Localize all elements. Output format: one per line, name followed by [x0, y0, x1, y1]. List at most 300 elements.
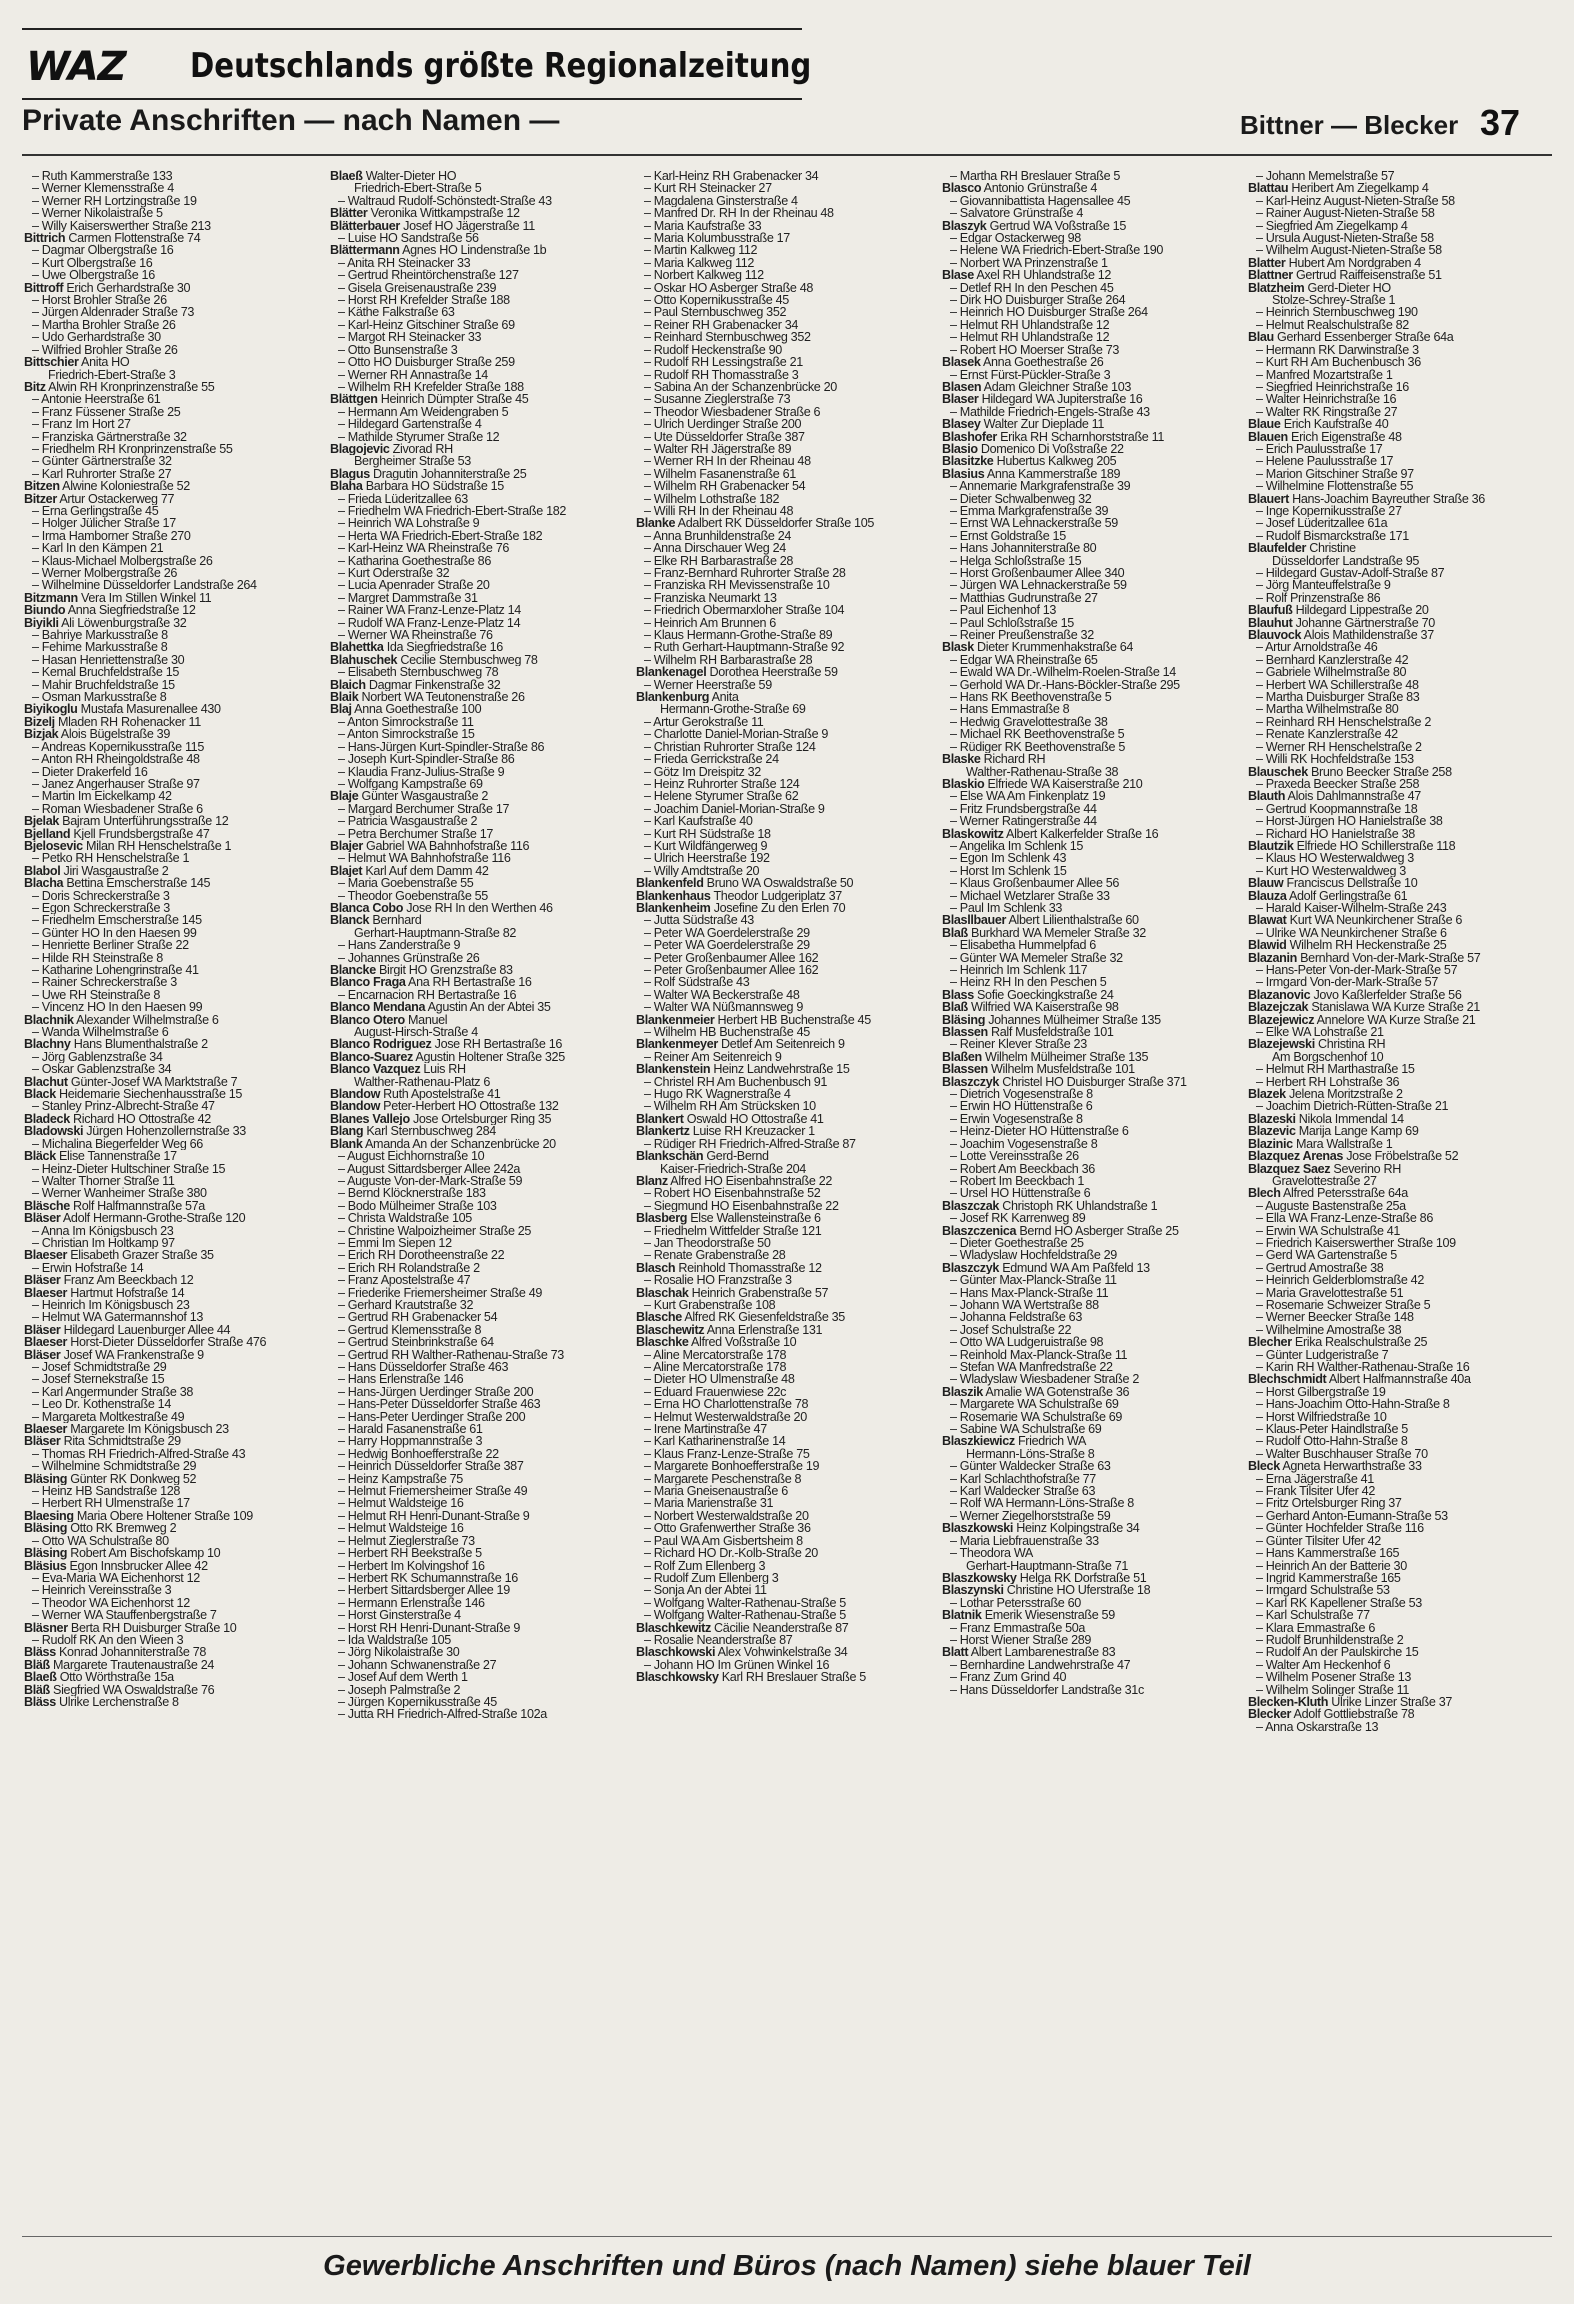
listing-entry: – Paul Schloßstraße 15 — [950, 616, 1074, 630]
listing-entry: – Erwin Hofstraße 14 — [32, 1261, 144, 1275]
listing-entry-surname — [636, 877, 932, 889]
entry-text: Elise Tannenstraße 17 — [55, 1150, 177, 1163]
listing-entry: – Werner WA Rheinstraße 76 — [338, 629, 493, 642]
surname: Blasey — [942, 418, 981, 431]
listing-entry: Bergheimer Straße 53 — [354, 455, 471, 468]
surname: Bitz — [24, 380, 46, 394]
listing-entry: – Else WA Am Finkenplatz 19 — [950, 790, 1106, 803]
listing-entry: – Karl-Heinz WA Rheinstraße 76 — [338, 542, 510, 555]
listing-entry: – Klaus Franz-Lenze-Straße 75 — [644, 1447, 810, 1461]
surname: Bleck — [1248, 1460, 1280, 1473]
listing-entry: – Otto Grafenwerther Straße 36 — [644, 1522, 811, 1535]
listing-entry-surname — [636, 1113, 932, 1125]
listing-entry: Am Borgschenhof 10 — [1272, 1050, 1384, 1064]
listing-entry: – Wilhelm Solinger Straße 11 — [1256, 1683, 1410, 1696]
listing-entry: – Dieter Schwalbenweg 32 — [950, 492, 1092, 505]
listing-entry: – Karl Kaufstraße 40 — [644, 815, 753, 828]
listing-entry: – Edgar WA Rheinstraße 65 — [950, 653, 1098, 667]
surname: Bläsing — [24, 1522, 68, 1535]
listing-entry: August-Hirsch-Straße 4 — [354, 1026, 478, 1039]
listing-entry: – Hans-Jürgen Kurt-Spindler-Straße 86 — [338, 740, 545, 754]
listing-entry-surname — [330, 443, 626, 455]
listing-entry: – Paul Eichenhof 13 — [950, 604, 1057, 617]
listing-entry: – Auguste Bastenstraße 25a — [1256, 1199, 1406, 1213]
listing-entry: – Harry Hoppmannstraße 3 — [338, 1435, 483, 1448]
listing-entry: – Helmut Friemersheimer Straße 49 — [338, 1485, 528, 1498]
surname: Blauza — [1248, 889, 1287, 902]
entry-text: Heribert Am Ziegelkamp 4 — [1288, 182, 1429, 195]
listing-entry: – Johann Schwanenstraße 27 — [338, 1658, 497, 1672]
entry-text: Detlef Am Seitenreich 9 — [717, 1038, 845, 1051]
listing-entry-surname — [24, 493, 320, 505]
listing-entry: – Elke WA Lohstraße 21 — [1256, 1026, 1384, 1039]
listing-entry: – Wilhelm RH Am Strücksken 10 — [644, 1100, 816, 1113]
surname: Blagojevic — [330, 442, 390, 456]
surname: Blaschkowski — [636, 1646, 716, 1659]
listing-entry: – Theodor Wiesbadener Straße 6 — [644, 405, 821, 419]
listing-entry-surname — [24, 1646, 320, 1658]
listing-entry: – Götz Im Dreispitz 32 — [644, 765, 761, 778]
surname: Blashofer — [942, 430, 997, 443]
listing-entry: – Rüdiger RK Beethovenstraße 5 — [950, 740, 1126, 754]
listing-entry-surname — [1248, 629, 1544, 641]
entry-text: Berta RH Duisburger Straße 10 — [67, 1621, 237, 1634]
entry-text: Wilhelm Mülheimer Straße 135 — [981, 1050, 1149, 1064]
listing-entry: – Michalina Biegerfelder Weg 66 — [32, 1137, 203, 1151]
listing-entry: – Anita RH Steinacker 33 — [338, 256, 471, 270]
surname: Blazejewicz — [1248, 1013, 1315, 1027]
surname: Blandow — [330, 1100, 381, 1113]
listing-entry: – Anton RH Rheingoldstraße 48 — [32, 753, 200, 766]
listing-entry: – Sabina An der Schanzenbrücke 20 — [644, 380, 837, 394]
surname: Blaser — [942, 393, 979, 406]
listing-entry: – Werner Nikolaistraße 5 — [32, 207, 163, 220]
listing-entry: Walther-Rathenau-Platz 6 — [354, 1075, 491, 1089]
surname: Blazevic — [1248, 1125, 1296, 1138]
entry-text: Karl Sternbuschweg 284 — [363, 1125, 496, 1138]
listing-entry: – Friedhelm RH Kronprinzenstraße 55 — [32, 442, 233, 456]
surname: Blanck — [330, 914, 370, 927]
listing-entry: – Otto HO Duisburger Straße 259 — [338, 356, 515, 369]
entry-text: Agustin An der Abtei 35 — [425, 1001, 551, 1014]
listing-entry: – Karl Waldecker Straße 63 — [950, 1485, 1096, 1498]
entry-text: Elisabeth Grazer Straße 35 — [67, 1249, 214, 1262]
surname: Blaszczyk — [942, 1075, 1000, 1089]
entry-text: Alexander Wilhelmstraße 6 — [73, 1013, 219, 1027]
entry-text: Birgit HO Grenzstraße 83 — [375, 964, 513, 977]
entry-text: Anna Goethestraße 26 — [980, 356, 1104, 369]
listing-entry-surname — [24, 1560, 320, 1572]
entry-text: Cecilie Sternbuschweg 78 — [397, 653, 538, 667]
surname: Bladeck — [24, 1112, 70, 1126]
surname: Blecher — [1248, 1336, 1292, 1349]
entry-text: Alfred RK Giesenfeldstraße 35 — [681, 1311, 845, 1324]
surname: Blaschkewitz — [636, 1621, 711, 1634]
listing-entry-surname — [942, 1584, 1238, 1596]
listing-entry: – Karl Schlachthofstraße 77 — [950, 1472, 1096, 1486]
listing-entry: – Margarete Bonhoefferstraße 19 — [644, 1460, 820, 1473]
listing-entry-surname — [330, 393, 626, 405]
listing-entry: – Ruth Kammerstraße 133 — [32, 170, 173, 183]
listing-entry: – Josef Sternekstraße 15 — [32, 1373, 165, 1386]
listing-entry: – August Eichhornstraße 10 — [338, 1150, 485, 1163]
surname: Blazquez Arenas — [1248, 1150, 1344, 1163]
listing-entry-surname — [330, 468, 626, 480]
listing-entry: – Rolf Zum Ellenberg 3 — [644, 1559, 766, 1572]
surname: Blanz — [636, 1174, 668, 1188]
listing-entry: – Kemal Bruchfeldstraße 15 — [32, 666, 180, 679]
surname: Blandow — [330, 1088, 381, 1101]
listing-entry-surname — [1248, 617, 1544, 629]
listing-entry: – Werner Heerstraße 59 — [644, 678, 772, 692]
listing-entry: – Günter Gärtnerstraße 32 — [32, 455, 172, 468]
listing-entry: – Walter Buschhauser Straße 70 — [1256, 1447, 1428, 1461]
listing-entry: Kaiser-Friedrich-Straße 204 — [660, 1162, 806, 1175]
listing-entry: – Günter Tilsiter Ufer 42 — [1256, 1534, 1381, 1548]
listing-entry: – Helmut RH Uhlandstraße 12 — [950, 318, 1110, 332]
listing-entry: – Helmut Waldsteige 16 — [338, 1497, 464, 1510]
listing-entry-surname — [636, 1175, 932, 1187]
surname: Bitzmann — [24, 591, 78, 605]
listing-entry: – Hans-Peter Uerdinger Straße 200 — [338, 1410, 526, 1424]
listing-entry: – Rudolf RH Thomasstraße 3 — [644, 368, 799, 381]
listing-entry: – Jutta RH Friedrich-Alfred-Straße 102a — [338, 1708, 547, 1721]
surname: Blanco Mendana — [330, 1001, 426, 1014]
surname: Blatt — [942, 1646, 969, 1659]
listing-entry: – Anna Oskarstraße 13 — [1256, 1720, 1379, 1734]
listing-entry: – Frieda Lüderitzallee 63 — [338, 492, 468, 505]
entry-text: Adalbert RK Düsseldorfer Straße 105 — [675, 517, 875, 530]
surname: Bläsius — [24, 1559, 67, 1572]
listing-entry: Hermann-Grothe-Straße 69 — [660, 703, 806, 716]
surname: Blaß — [942, 1001, 968, 1014]
listing-entry: – Ida Waldstraße 105 — [338, 1633, 451, 1647]
listing-entry: – Erich RH Dorotheenstraße 22 — [338, 1249, 505, 1262]
surname: Blaschke — [636, 1336, 689, 1349]
listing-entry-surname — [1248, 182, 1544, 194]
listing-entry-surname — [24, 1622, 320, 1634]
listing-entry: – Josef Schmidtstraße 29 — [32, 1361, 167, 1374]
listing-entry: – Hans RK Beethovenstraße 5 — [950, 691, 1112, 704]
listing-entry-surname — [330, 790, 626, 802]
listing-entry: – Wilhelm RH Barbarastraße 28 — [644, 653, 813, 667]
listing-entry: – Friedhelm Wittfelder Straße 121 — [644, 1224, 822, 1237]
listing-entry-surname — [330, 641, 626, 653]
listing-entry: – Reiner Am Seitenreich 9 — [644, 1050, 782, 1064]
surname: Bläß — [24, 1683, 50, 1696]
listing-entry-surname — [1248, 269, 1544, 281]
entry-text: Erich Eigenstraße 48 — [1287, 430, 1402, 443]
listing-entry-surname — [330, 1038, 626, 1050]
entry-text: Alex Vohwinkelstraße 34 — [715, 1646, 848, 1659]
surname: Blagus — [330, 467, 370, 481]
entry-text: Horst-Dieter Düsseldorfer Straße 476 — [67, 1336, 267, 1349]
surname: Blaufelder — [1248, 542, 1307, 555]
listing-entry: – Norbert Kalkweg 112 — [644, 269, 764, 282]
surname: Blaßen — [942, 1050, 982, 1064]
surname: Bläser — [24, 1274, 61, 1287]
listing-entry: – Eduard Frauenwiese 22c — [644, 1385, 787, 1399]
listing-entry-surname — [1248, 1038, 1544, 1050]
entry-text: Maria Obere Holtener Straße 109 — [73, 1509, 253, 1523]
listing-entry: – Werner WA Stauffenbergstraße 7 — [32, 1609, 217, 1622]
listing-entry-surname — [24, 1076, 320, 1088]
surname: Blauw — [1248, 877, 1284, 890]
listing-entry-surname — [1248, 1113, 1544, 1125]
listing-entry: – Wilhelm Fasanenstraße 61 — [644, 467, 796, 481]
listing-entry: – Wolfgang Walter-Rathenau-Straße 5 — [644, 1596, 846, 1610]
page-range: Bittner — Blecker — [1240, 110, 1459, 140]
listing-entry: – Sabine WA Schulstraße 69 — [950, 1423, 1102, 1436]
surname: Blankenfeld — [636, 877, 704, 890]
surname: Blasllbauer — [942, 914, 1007, 927]
listing-entry: – Hans Erlenstraße 146 — [338, 1373, 464, 1386]
listing-entry: – Dieter HO Ulmenstraße 48 — [644, 1373, 795, 1386]
entry-text: Franciscus Dellstraße 10 — [1283, 877, 1418, 890]
header-rule — [22, 154, 1552, 156]
listing-entry: – Kurt RH Steinacker 27 — [644, 182, 772, 195]
listing-entry-surname — [330, 654, 626, 666]
listing-entry-surname — [942, 641, 1238, 653]
listing-entry: – Joachim Vogesenstraße 8 — [950, 1137, 1098, 1151]
listing-entry: – Rainer Schreckerstraße 3 — [32, 976, 177, 989]
surname: Blauth — [1248, 790, 1286, 803]
listing-entry: – Werner Ziegelhorststraße 59 — [950, 1509, 1111, 1523]
entry-text: Carmen Flottenstraße 74 — [65, 232, 201, 245]
listing-entry: – Hilde RH Steinstraße 8 — [32, 951, 163, 964]
entry-text: Bettina Emscherstraße 145 — [63, 877, 211, 890]
entry-text: Adolf Hermann-Grothe-Straße 120 — [60, 1212, 246, 1225]
listing-entry-surname — [942, 356, 1238, 368]
listing-entry-surname — [942, 1014, 1238, 1026]
entry-text: Hubertus Kalkweg 205 — [993, 455, 1117, 468]
entry-text: Rolf Halfmannstraße 57a — [69, 1199, 205, 1213]
listing-entry: – Günter WA Memeler Straße 32 — [950, 951, 1123, 964]
listing-entry-surname — [636, 1038, 932, 1050]
listing-entry: – Vincenz HO In den Haesen 99 — [32, 1001, 203, 1014]
listing-entry: – Herbert Sittardsberger Allee 19 — [338, 1584, 510, 1597]
listing-entry: – Werner Wanheimer Straße 380 — [32, 1187, 207, 1200]
surname: Blazeski — [1248, 1112, 1296, 1126]
listing-entry: – Katharine Lohengrinstraße 41 — [32, 964, 199, 977]
listing-entry: – Hans Johanniterstraße 80 — [950, 542, 1097, 555]
entry-text: Christine — [1306, 542, 1356, 555]
surname: Blaschkowsky — [636, 1671, 719, 1684]
listing-entry: – Karl Katharinenstraße 14 — [644, 1435, 786, 1448]
listing-entry: – Rudolf Zum Ellenberg 3 — [644, 1571, 779, 1585]
entry-text: Elfriede WA Kaiserstraße 210 — [984, 777, 1143, 791]
listing-entry: – Erna HO Charlottenstraße 78 — [644, 1398, 809, 1411]
listing-entry: – Auguste Von-der-Mark-Straße 59 — [338, 1174, 523, 1188]
surname: Blaszkiewicz — [942, 1435, 1015, 1448]
entry-text: Jose RH Bertastraße 16 — [431, 1038, 563, 1051]
entry-text: Anna Kammerstraße 189 — [984, 467, 1121, 481]
entry-text: Domenico Di Voßstraße 22 — [977, 442, 1124, 456]
entry-text: Amanda An der Schanzenbrücke 20 — [362, 1137, 556, 1151]
listing-entry: – Wolfgang Walter-Rathenau-Straße 5 — [644, 1609, 846, 1622]
listing-entry: – Doris Schreckerstraße 3 — [32, 889, 170, 902]
listing-entry-surname — [942, 1386, 1238, 1398]
listing-entry-surname — [1248, 331, 1544, 343]
listing-entry-surname — [942, 393, 1238, 405]
entry-text: Adolf Gottliebstraße 78 — [1291, 1708, 1415, 1721]
listing-entry-surname — [636, 1063, 932, 1075]
listing-entry: – Rosemarie Schweizer Straße 5 — [1256, 1298, 1431, 1312]
listing-entry-surname — [942, 1262, 1238, 1274]
listing-entry-surname — [330, 480, 626, 492]
listing-entry: – Ewald WA Dr.-Wilhelm-Roelen-Straße 14 — [950, 666, 1176, 679]
listing-column-5 — [1248, 170, 1544, 2240]
listing-entry: – Jürgen Kopernikusstraße 45 — [338, 1695, 497, 1709]
surname: Blaesing — [24, 1509, 74, 1523]
listing-entry: – Irma Hamborner Straße 270 — [32, 529, 191, 543]
listing-entry: – Rudolf Bismarckstraße 171 — [1256, 529, 1409, 543]
surname: Blanco-Suarez — [330, 1050, 413, 1064]
surname: Blaszkowsky — [942, 1571, 1017, 1585]
entry-text: Anna Siegfriedstraße 12 — [65, 604, 196, 617]
listing-entry: – Maria Kolumbusstraße 17 — [644, 232, 790, 245]
listing-entry: – Heinrich HO Duisburger Straße 264 — [950, 306, 1148, 319]
listing-entry-surname — [636, 1336, 932, 1348]
listing-entry: – Willi RK Hochfeldstraße 153 — [1256, 753, 1414, 766]
entry-text: Barbara HO Südstraße 15 — [362, 480, 504, 493]
listing-entry: – Walter Am Heckenhof 6 — [1256, 1658, 1391, 1672]
listing-entry-surname — [636, 1324, 932, 1336]
listing-entry-surname — [636, 666, 932, 678]
entry-text: Alfred Voßstraße 10 — [688, 1336, 797, 1349]
section-title: Private Anschriften — nach Namen — — [22, 104, 560, 137]
entry-text: Sofie Goeckingkstraße 24 — [973, 988, 1114, 1002]
entry-text: Jovo Kaßlerfelder Straße 56 — [1310, 988, 1462, 1002]
listing-entry: – Michael RK Beethovenstraße 5 — [950, 728, 1125, 741]
surname: Blaszczenica — [942, 1224, 1017, 1237]
listing-entry: – Robert HO Moerser Straße 73 — [950, 343, 1120, 357]
entry-text: Heinz Kolpingstraße 34 — [1013, 1522, 1140, 1535]
listing-entry: – Willy Amdtstraße 20 — [644, 864, 760, 878]
listing-entry: – Dietrich Vogesenstraße 8 — [950, 1088, 1093, 1101]
listing-entry-surname — [24, 1522, 320, 1534]
listing-entry: – Karl Schulstraße 77 — [1256, 1609, 1370, 1622]
listing-entry: – Klaus Hermann-Grothe-Straße 89 — [644, 629, 833, 642]
surname: Blaeß — [330, 170, 363, 183]
listing-entry-surname — [1248, 877, 1544, 889]
surname: Blättgen — [330, 393, 378, 406]
listing-entry: – Heinz RH In den Peschen 5 — [950, 976, 1107, 989]
listing-entry: – Hans-Jürgen Uerdinger Straße 200 — [338, 1385, 534, 1399]
surname: Blasberg — [636, 1212, 688, 1225]
listing-entry: – Erich Paulusstraße 17 — [1256, 442, 1383, 456]
entry-text: Emerik Wiesenstraße 59 — [981, 1609, 1115, 1622]
entry-text: Hildegard Lippestraße 20 — [1292, 604, 1429, 617]
listing-entry-surname — [636, 1150, 932, 1162]
listing-entry: – Maria Goebenstraße 55 — [338, 877, 474, 890]
entry-text: Alwin RH Kronprinzenstraße 55 — [45, 380, 215, 394]
entry-text: Otto Wörthstraße 15a — [56, 1671, 174, 1684]
listing-entry: – Richard HO Hanielstraße 38 — [1256, 827, 1415, 840]
listing-entry-surname — [942, 269, 1238, 281]
listing-entry: – Susanne Zieglerstraße 73 — [644, 393, 791, 406]
listing-entry: – Heinrich Vereinsstraße 3 — [32, 1584, 172, 1597]
entry-text: Amalie WA Gotenstraße 36 — [982, 1385, 1130, 1399]
listing-entry: – Gerd WA Gartenstraße 5 — [1256, 1249, 1397, 1262]
surname: Blasen — [942, 380, 982, 394]
listing-entry: – Rainer August-Nieten-Straße 58 — [1256, 207, 1435, 220]
listing-entry: – Herbert RH Ulmenstraße 17 — [32, 1497, 190, 1510]
listing-entry-surname — [1248, 1696, 1544, 1708]
listing-entry: – Martin Kalkweg 112 — [644, 244, 758, 257]
listing-entry: – Ursula August-Nieten-Straße 58 — [1256, 232, 1434, 245]
surname: Blaskio — [942, 777, 985, 791]
surname: Blankenhaus — [636, 889, 711, 902]
surname: Blaske — [942, 753, 981, 766]
listing-entry: – Hans Kammerstraße 165 — [1256, 1547, 1400, 1560]
entry-text: Adam Gleichner Straße 103 — [981, 380, 1132, 394]
entry-text: Dragutin Johanniterstraße 25 — [369, 467, 527, 481]
surname: Blankschän — [636, 1150, 704, 1163]
listing-entry: – Karl Ruhrorter Straße 27 — [32, 467, 172, 481]
entry-text: Wilhelm Musfeldstraße 101 — [987, 1063, 1135, 1076]
listing-entry-surname — [636, 1212, 932, 1224]
listing-entry-surname — [330, 691, 626, 703]
entry-text: Veronika Wittkampstraße 12 — [367, 207, 520, 220]
listing-entry-surname — [24, 604, 320, 616]
listing-entry: – Erwin HO Hüttenstraße 6 — [950, 1100, 1093, 1113]
listing-entry: – Ulrich Heerstraße 192 — [644, 852, 770, 865]
listing-entry: – Reinhard RH Henschelstraße 2 — [1256, 715, 1431, 729]
listing-entry: – Lothar Petersstraße 60 — [950, 1596, 1081, 1610]
listing-entry: – Uwe Ölbergstraße 16 — [32, 269, 155, 282]
listing-entry: – Gertrud RH Walther-Rathenau-Straße 73 — [338, 1348, 564, 1361]
listing-entry-surname — [942, 1026, 1238, 1038]
listing-entry: – Matthias Gudrunstraße 27 — [950, 591, 1098, 605]
listing-entry: – Walter WA Beckerstraße 48 — [644, 988, 800, 1002]
surname: Blankertz — [636, 1125, 690, 1138]
listing-entry: – Norbert WA Prinzenstraße 1 — [950, 256, 1108, 270]
listing-entry-surname — [1248, 493, 1544, 505]
listing-entry: – Oskar Gablenzstraße 34 — [32, 1063, 172, 1076]
listing-entry: – Ute Düsseldorfer Straße 387 — [644, 430, 805, 443]
listing-entry-surname — [636, 902, 932, 914]
entry-text: Adolf Gerlingstraße 61 — [1286, 889, 1408, 902]
listing-entry: – Horst Brohler Straße 26 — [32, 294, 167, 307]
listing-entry: – Rolf Prinzenstraße 86 — [1256, 591, 1381, 605]
listing-entry: – Günter Ludgeristraße 7 — [1256, 1348, 1389, 1361]
listing-entry: – Herbert WA Schillerstraße 48 — [1256, 678, 1419, 692]
surname: Blachnik — [24, 1013, 74, 1027]
listing-entry: – Petra Berchumer Straße 17 — [338, 827, 494, 840]
entry-text: Otto RK Bremweg 2 — [67, 1522, 177, 1535]
surname: Bladowski — [24, 1125, 84, 1138]
listing-entry: – Rainer WA Franz-Lenze-Platz 14 — [338, 604, 521, 617]
listing-entry-surname — [330, 244, 626, 256]
surname: Blaeser — [24, 1286, 68, 1299]
surname: Blattner — [1248, 269, 1293, 282]
surname: Blazek — [1248, 1088, 1286, 1101]
listing-entry: – Christel RH Am Buchenbusch 91 — [644, 1075, 828, 1089]
entry-text: Theodor Ludgeriplatz 37 — [710, 889, 842, 902]
listing-entry: – Horst Wiener Straße 289 — [950, 1633, 1092, 1647]
listing-entry: – Herta WA Friedrich-Ebert-Straße 182 — [338, 529, 543, 543]
listing-entry: – Günter Hochfelder Straße 116 — [1256, 1522, 1424, 1535]
listing-entry: – Helene Paulusstraße 17 — [1256, 455, 1394, 468]
listing-entry: – Franz Emmastraße 50a — [950, 1621, 1086, 1634]
listing-entry: – Paul Sternbuschweg 352 — [644, 306, 787, 319]
entry-text: Gertrud WA Voßstraße 15 — [986, 219, 1126, 233]
listing-entry: – Heinrich An der Batterie 30 — [1256, 1559, 1407, 1572]
listing-entry-surname — [1248, 542, 1544, 554]
listing-entry: – Bernhardine Landwehrstraße 47 — [950, 1658, 1131, 1672]
listing-entry-surname — [330, 1100, 626, 1112]
